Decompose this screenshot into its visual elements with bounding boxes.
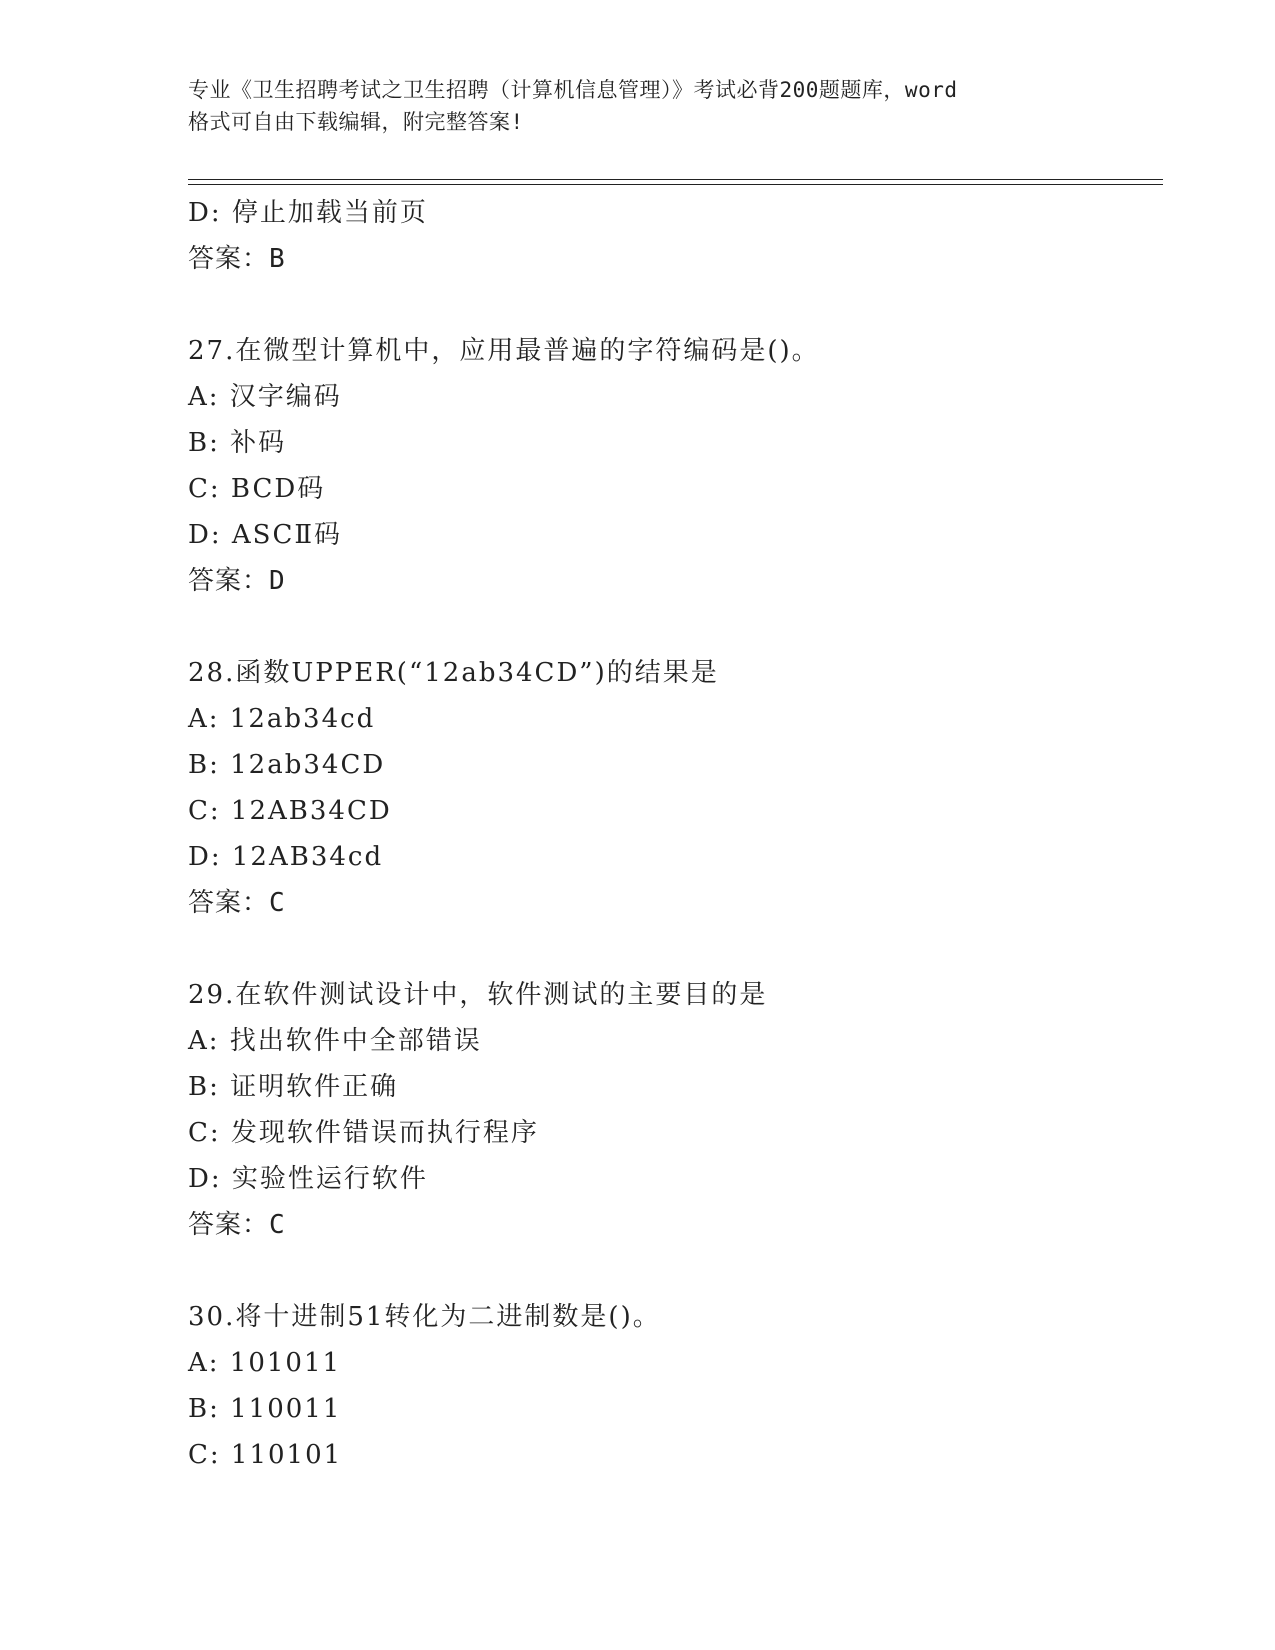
option-d: D: 实验性运行软件 (188, 1164, 428, 1194)
answer-line: 答案：D (188, 566, 286, 596)
header-divider-bottom (188, 184, 1163, 185)
question-stem: 29.在软件测试设计中，软件测试的主要目的是 (188, 980, 768, 1010)
option-a: A: 汉字编码 (188, 382, 342, 412)
question-29 (188, 972, 1148, 1248)
option-a: A: 12ab34cd (188, 704, 376, 734)
option-c: C: 12AB34CD (188, 796, 392, 826)
option-a: A: 找出软件中全部错误 (188, 1026, 482, 1056)
question-27 (188, 328, 1148, 604)
option-b: B: 补码 (188, 428, 287, 458)
question-30 (188, 1294, 1148, 1478)
option-d: D: ASCⅡ码 (188, 520, 343, 550)
question-stem: 27.在微型计算机中，应用最普遍的字符编码是()。 (188, 336, 820, 366)
option-c: C: BCD码 (188, 474, 326, 504)
question-stem: 28.函数UPPER(“12ab34CD”)的结果是 (188, 658, 719, 688)
answer-line: 答案：B (188, 244, 286, 274)
header-title-line-2: 格式可自由下载编辑，附完整答案! (188, 110, 524, 134)
answer-line: 答案：C (188, 888, 286, 918)
document-header (188, 74, 1108, 138)
option-b: B: 12ab34CD (188, 750, 386, 780)
question-stem: 30.将十进制51转化为二进制数是()。 (188, 1302, 661, 1332)
option-d: D: 12AB34cd (188, 842, 384, 872)
option-b: B: 证明软件正确 (188, 1072, 399, 1102)
question-26-tail (188, 190, 1148, 282)
option-b: B: 110011 (188, 1394, 342, 1424)
answer-line: 答案：C (188, 1210, 286, 1240)
question-content (188, 190, 1148, 1478)
question-28 (188, 650, 1148, 926)
header-title-line-1: 专业《卫生招聘考试之卫生招聘（计算机信息管理）》考试必背200题题库，word (188, 78, 958, 102)
header-divider-top (188, 179, 1163, 180)
option-c: C: 发现软件错误而执行程序 (188, 1118, 539, 1148)
option-a: A: 101011 (188, 1348, 342, 1378)
option-c: C: 110101 (188, 1440, 343, 1470)
option-d: D: 停止加载当前页 (188, 198, 428, 228)
